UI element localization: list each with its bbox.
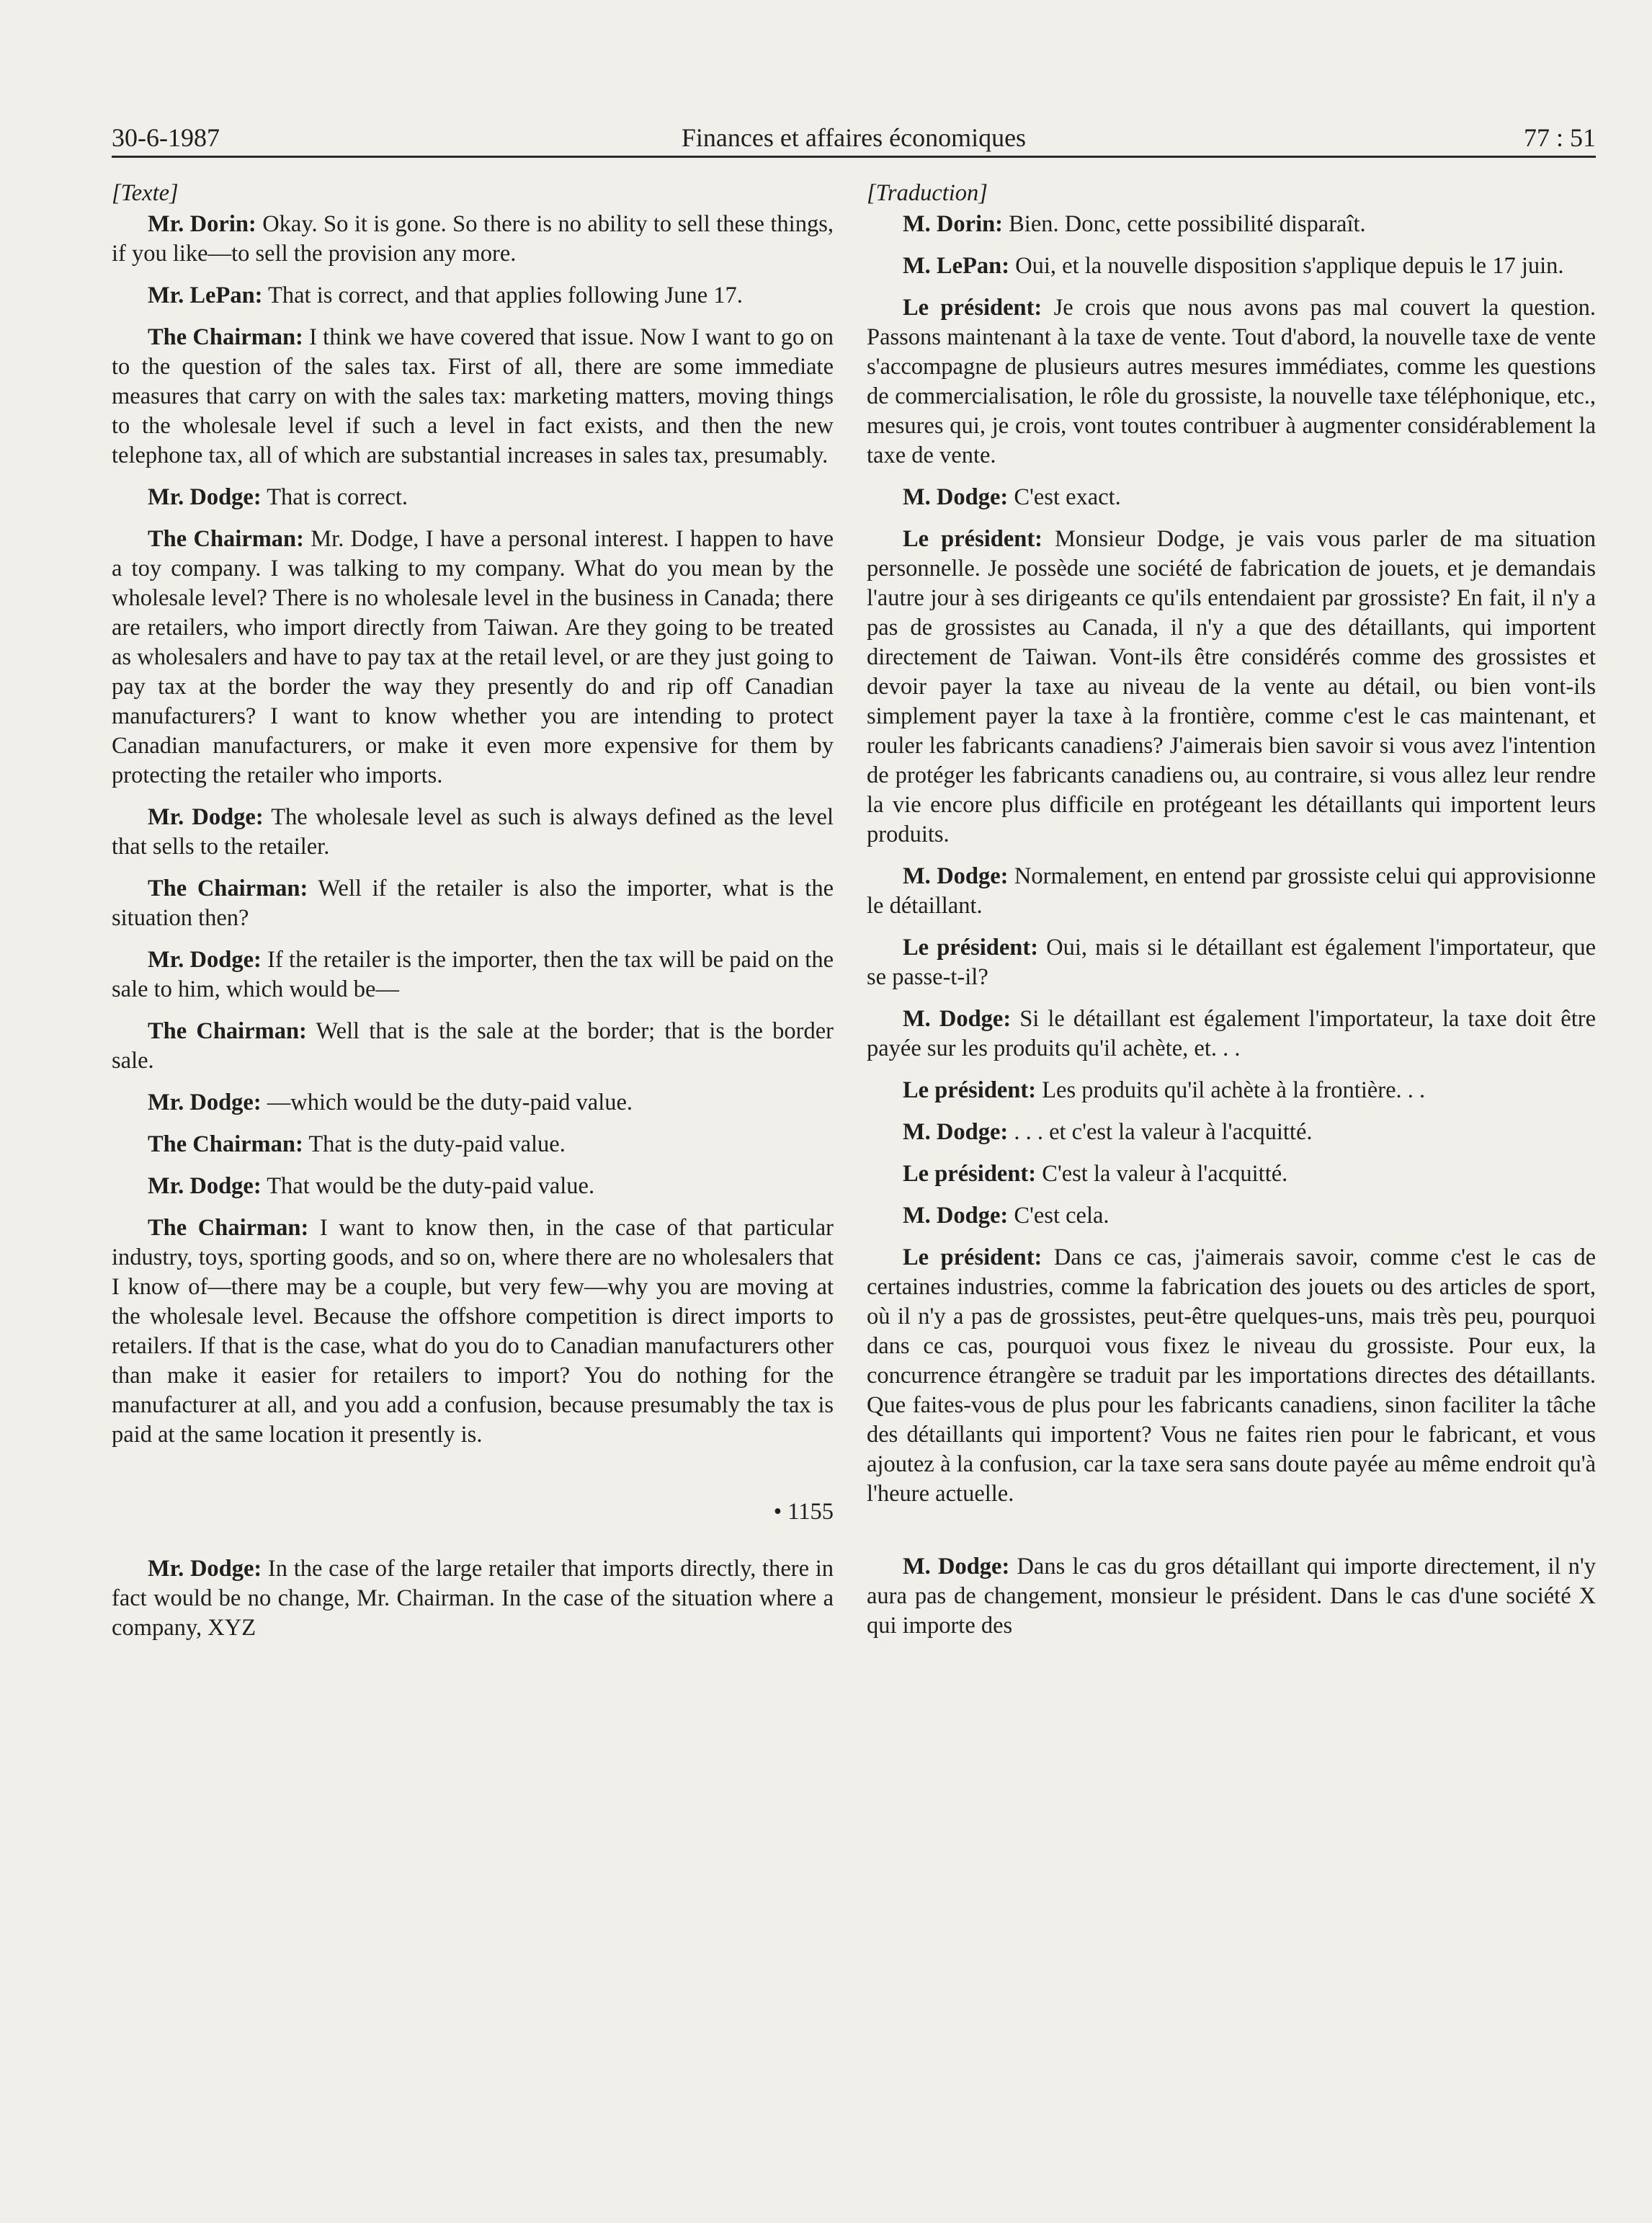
speaker-name: Mr. Dodge: xyxy=(148,804,264,830)
speaker-name: M. Dodge: xyxy=(903,863,1009,889)
transcript-paragraph xyxy=(867,1076,1596,1105)
speech-text: Bien. Donc, cette possibilité disparaît. xyxy=(1003,211,1366,237)
transcript-paragraph xyxy=(867,1201,1596,1231)
speech-text: I think we have covered that issue. Now I want to go on to the question of the sales tax. First of all, there are some immediate measures that carry on with the sales tax: marketing matters, moving things to the wholesale level if such a level in fact exists, and then the new telephone tax, all of which are substantial increases in sales tax, presumably. xyxy=(112,324,834,468)
language-tag: [Traduction] xyxy=(867,180,988,206)
speech-text: That is correct. xyxy=(261,484,408,510)
transcript-paragraph xyxy=(112,1088,834,1118)
header-page-number: 77 : 51 xyxy=(1523,123,1596,152)
transcript-paragraph xyxy=(112,1554,834,1643)
transcript-paragraph xyxy=(867,1159,1596,1189)
speaker-name: M. Dorin: xyxy=(903,211,1003,237)
speech-text: Dans ce cas, j'aimerais savoir, comme c'est le cas de certaines industries, comme la fabrication des jouets ou des articles de sport, où il n'y a pas de grossistes, peut-être quelques-uns, mais très peu, pourquoi dans ce cas, pourquoi vous fixez le niveau du grossiste. Pour eux, la concurrence étrangère se traduit par les importations directes des détaillants. Que faites-vous de plus pour les fabricants canadiens, sinon faciliter la tâche des détaillants qui importent? Vous ne faites rien pour le fabricant, et vous ajoutez à la confusion, car la taxe sera sans doute payée au même endroit qu'à l'heure actuelle. xyxy=(867,1244,1596,1507)
speaker-name: Le président: xyxy=(903,295,1042,321)
transcript-paragraph xyxy=(112,945,834,1004)
speaker-name: M. Dodge: xyxy=(903,1119,1009,1145)
transcript-paragraph xyxy=(112,1172,834,1201)
speech-text: . . . et c'est la valeur à l'acquitté. xyxy=(1008,1119,1313,1145)
speaker-name: Le président: xyxy=(903,1077,1037,1103)
speech-text: Oui, mais si le détaillant est également l'importateur, que se passe-t-il? xyxy=(867,935,1596,990)
transcript-paragraph xyxy=(867,483,1596,512)
speaker-name: The Chairman: xyxy=(148,324,303,350)
speaker-name: The Chairman: xyxy=(148,1215,309,1241)
speech-text: Well that is the sale at the border; that is the border sale. xyxy=(112,1018,834,1074)
speaker-name: Mr. Dodge: xyxy=(148,947,262,973)
speaker-name: The Chairman: xyxy=(148,876,308,901)
speaker-name: Mr. Dorin: xyxy=(148,211,256,237)
header-title: Finances et affaires économiques xyxy=(681,123,1027,152)
speech-text: Well if the retailer is also the importer, what is the situation then? xyxy=(112,876,834,931)
transcript-paragraph xyxy=(112,281,834,311)
speech-text: C'est cela. xyxy=(1008,1203,1109,1229)
language-tag: [Texte] xyxy=(112,180,179,206)
speech-text: Dans le cas du gros détaillant qui importe directement, il n'y aura pas de changement, monsieur le président. Dans le cas d'une société X qui importe des xyxy=(867,1554,1597,1639)
time-stamp: • 1155 xyxy=(773,1499,834,1525)
speaker-name: Le président: xyxy=(903,1161,1037,1187)
transcript-paragraph xyxy=(112,1017,834,1076)
speech-text: —which would be the duty-paid value. xyxy=(261,1090,633,1115)
transcript-paragraph xyxy=(867,210,1596,239)
speaker-name: M. LePan: xyxy=(903,253,1010,279)
speech-text: In the case of the large retailer that imports directly, there in fact would be no change, Mr. Chairman. In the case of the situation where a company, XYZ xyxy=(112,1556,834,1641)
speech-text: The wholesale level as such is always defined as the level that sells to the retailer. xyxy=(112,804,834,860)
speech-text: C'est exact. xyxy=(1008,484,1121,510)
speaker-name: M. Dodge: xyxy=(903,1006,1012,1032)
transcript-paragraph xyxy=(112,323,834,471)
transcript-paragraph xyxy=(867,1552,1596,1641)
speech-text: That would be the duty-paid value. xyxy=(261,1173,595,1199)
speech-text: Je crois que nous avons pas mal couvert la question. Passons maintenant à la taxe de vente. Tout d'abord, la nouvelle taxe de vente s'accompagne de plusieurs autres mesures immédiates, comme les questions de commercialisation, le rôle du grossiste, la nouvelle taxe téléphonique, etc., mesures qui, je crois, vont toutes contribuer à augmenter considérablement la taxe de vente. xyxy=(867,295,1596,468)
transcript-paragraph xyxy=(112,874,834,933)
english-column xyxy=(112,179,834,1655)
speaker-name: Mr. Dodge: xyxy=(148,1173,262,1199)
transcript-paragraph xyxy=(112,525,834,790)
speaker-name: Mr. Dodge: xyxy=(148,1556,262,1582)
speaker-name: Mr. Dodge: xyxy=(148,1090,262,1115)
speech-text: Les produits qu'il achète à la frontière. . . xyxy=(1036,1077,1426,1103)
speech-text: Mr. Dodge, I have a personal interest. I happen to have a toy company. I was talking to my company. What do you mean by the wholesale level? There is no wholesale level in the business in Canada; there are retailers, who import directly from Taiwan. Are they going to be treated as wholesalers and have to pay tax at the retail level, or are they just going to pay tax at the border the way they presently do and rip off Canadian manufacturers? I want to know whether you are intending to protect Canadian manufacturers, or make it even more expensive for them by protecting the retailer who imports. xyxy=(112,526,834,788)
speech-text: If the retailer is the importer, then the tax will be paid on the sale to him, which would be— xyxy=(112,947,834,1002)
speech-text: Monsieur Dodge, je vais vous parler de ma situation personnelle. Je possède une société de fabrication de jouets, et je demandais l'autre jour à ses dirigeants ce qu'ils entendaient par grossiste? En fait, il n'y a pas de grossistes au Canada, il n'y a que des détaillants, qui importent directement de Taiwan. Vont-ils être considérés comme des grossistes et devoir payer la taxe au niveau de la vente au détail, ou bien vont-ils simplement payer la taxe à la frontière, comme c'est le cas maintenant, et rouler les fabricants canadiens? J'aimerais bien savoir si vous avez l'intention de protéger les fabricants canadiens ou, au contraire, si vous allez leur rendre la vie encore plus difficile en protégeant les détaillants qui importent leurs produits. xyxy=(867,526,1596,847)
speech-text: I want to know then, in the case of that particular industry, toys, sporting goods, and so on, where there are no wholesalers that I know of—there may be a couple, but very few—why you are moving at the wholesale level. Because the offshore competition is direct imports to retailers. If that is the case, what do you do to Canadian manufacturers other than make it easier for retailers to import? You do nothing for the manufacturer at all, and you add a confusion, because presumably the tax is paid at the same location it presently is. xyxy=(112,1215,834,1448)
speech-text: That is correct, and that applies following June 17. xyxy=(262,282,743,308)
speaker-name: The Chairman: xyxy=(148,526,304,552)
transcript-paragraph xyxy=(867,251,1596,281)
transcript-paragraph xyxy=(112,1130,834,1159)
speech-text: Oui, et la nouvelle disposition s'applique depuis le 17 juin. xyxy=(1009,253,1564,279)
speaker-name: M. Dodge: xyxy=(903,484,1009,510)
speaker-name: The Chairman: xyxy=(148,1018,307,1044)
speech-text: That is the duty-paid value. xyxy=(303,1131,566,1157)
speaker-name: Mr. Dodge: xyxy=(148,484,262,510)
speech-text: Si le détaillant est également l'importateur, la taxe doit être payée sur les produits qu'il achète, et. . . xyxy=(867,1006,1597,1061)
speaker-name: Mr. LePan: xyxy=(148,282,263,308)
french-column xyxy=(867,179,1596,1653)
header-date: 30-6-1987 xyxy=(112,123,220,152)
transcript-paragraph xyxy=(867,1004,1596,1064)
speaker-name: M. Dodge: xyxy=(903,1554,1010,1580)
transcript-paragraph xyxy=(112,210,834,269)
transcript-paragraph xyxy=(867,862,1596,921)
transcript-paragraph xyxy=(867,933,1596,992)
speaker-name: M. Dodge: xyxy=(903,1203,1009,1229)
transcript-paragraph xyxy=(867,525,1596,850)
transcript-paragraph xyxy=(867,1118,1596,1147)
speaker-name: Le président: xyxy=(903,526,1042,552)
speaker-name: Le président: xyxy=(903,935,1039,961)
speech-text: Okay. So it is gone. So there is no ability to sell these things, if you like—to sell the provision any more. xyxy=(112,211,834,267)
transcript-paragraph xyxy=(867,293,1596,471)
speaker-name: The Chairman: xyxy=(148,1131,303,1157)
transcript-paragraph xyxy=(112,1213,834,1450)
transcript-paragraph xyxy=(112,483,834,512)
running-header xyxy=(112,121,1596,158)
speaker-name: Le président: xyxy=(903,1244,1042,1270)
transcript-paragraph xyxy=(867,1243,1596,1509)
speech-text: C'est la valeur à l'acquitté. xyxy=(1036,1161,1288,1187)
transcript-paragraph xyxy=(112,803,834,862)
speech-text: Normalement, en entend par grossiste celui qui approvisionne le détaillant. xyxy=(867,863,1597,919)
